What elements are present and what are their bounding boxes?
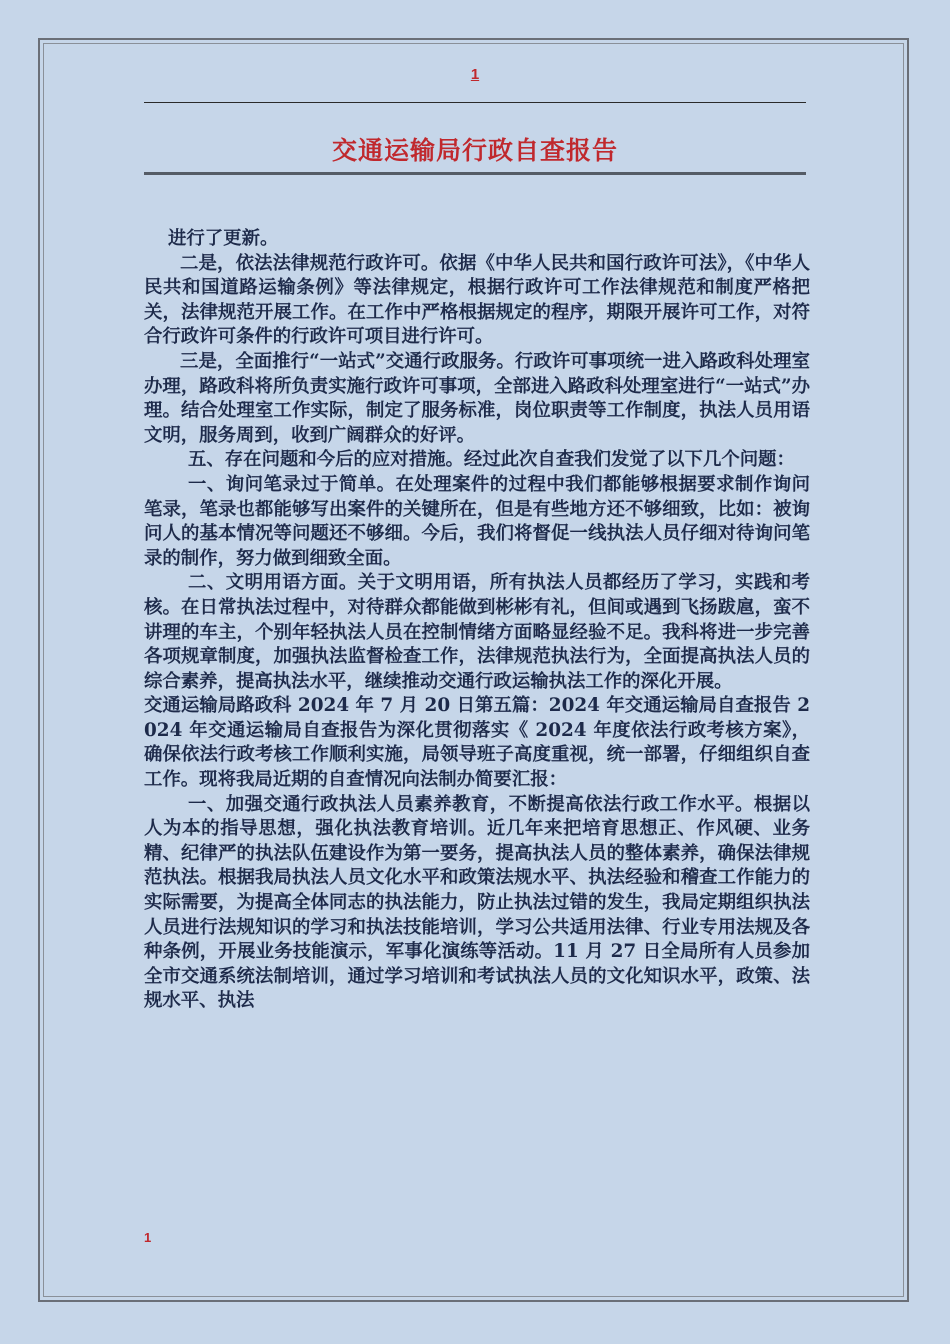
paragraph-problem-one: 一、询问笔录过于简单。在处理案件的过程中我们都能够根据要求制作询问笔录，笔录也都能够写出案件的关键所在，但是有些地方还不够细致，比如：被询问人的基本情况等问题还不够细。今后，我们将督促一线执法人员仔细对待询问笔录的制作，努力做到细致全面。 bbox=[144, 473, 810, 569]
header-divider bbox=[144, 102, 806, 103]
header-page-number: 1 bbox=[470, 66, 480, 83]
paragraph-section-five: 五、存在问题和今后的应对措施。经过此次自查我们发觉了以下几个问题： bbox=[188, 449, 795, 471]
paragraph-item-three: 三是，全面推行“一站式”交通行政服务。行政许可事项统一进入路政科处理室办理，路政科将所负责实施行政许可事项，全部进入路政科处理室进行“一站式”办理。结合处理室工作实际，制定了服务标准，岗位职责等工作制度，执法人员用语文明，服务周到，收到广阔群众的好评。 bbox=[144, 350, 810, 446]
footer-page-number: 1 bbox=[144, 1230, 152, 1245]
paragraph-report-item-one: 一、加强交通行政执法人员素养教育，不断提高依法行政工作水平。根据以人为本的指导思想，强化执法教育培训。近几年来把培育思想正、作风硬、业务精、纪律严的执法队伍建设作为第一要务，提高执法人员的整体素养，确保法律规范执法。根据我局执法人员文化水平和政策法规水平、执法经验和稽查工作能力的实际需要，为提高全体同志的执法能力，防止执法过错的发生，我局定期组织执法人员进行法规知识的学习和执法技能培训，学习公共适用法律、行业专用法规及各种条例，开展业务技能演示，军事化演练等活动。11 月 27 日全局所有人员参加全市交通系统法制培训，通过学习培训和考试执法人员的文化知识水平，政策、法规水平、执法 bbox=[144, 793, 810, 1012]
paragraph-problem-two: 二、文明用语方面。关于文明用语，所有执法人员都经历了学习，实践和考核。在日常执法过程中，对待群众都能做到彬彬有礼，但间或遇到飞扬跋扈，蛮不讲理的车主，个别年轻执法人员在控制情绪方面略显经验不足。我科将进一步完善各项规章制度，加强执法监督检查工作，法律规范执法行为，全面提高执法人员的综合素养，提高执法水平，继续推动交通行政运输执法工作的深化开展。 bbox=[144, 572, 810, 692]
paragraph-signature-and-report: 交通运输局路政科 2024 年 7 月 20 日第五篇：2024 年交通运输局自查报告 2024 年交通运输局自查报告为深化贯彻落实《 2024 年度依法行政考核方案》，确保依法行政考核工作顺利实施，局领导班子高度重视，统一部署，仔细组织自查工作。现将我局近期的自查情况向法制办简要汇报： bbox=[144, 695, 810, 791]
document-body bbox=[144, 227, 810, 1014]
paragraph-continuation: 进行了更新。 bbox=[168, 228, 279, 249]
title-divider bbox=[144, 172, 806, 175]
document-title: 交通运输局行政自查报告 bbox=[331, 136, 618, 165]
paragraph-item-two: 二是，依法法律规范行政许可。依据《中华人民共和国行政许可法》，《中华人民共和国道路运输条例》等法律规定，根据行政许可工作法律规范和制度严格把关，法律规范开展工作。在工作中严格根据规定的程序，期限开展许可工作，对符合行政许可条件的行政许可项目进行许可。 bbox=[144, 252, 810, 348]
